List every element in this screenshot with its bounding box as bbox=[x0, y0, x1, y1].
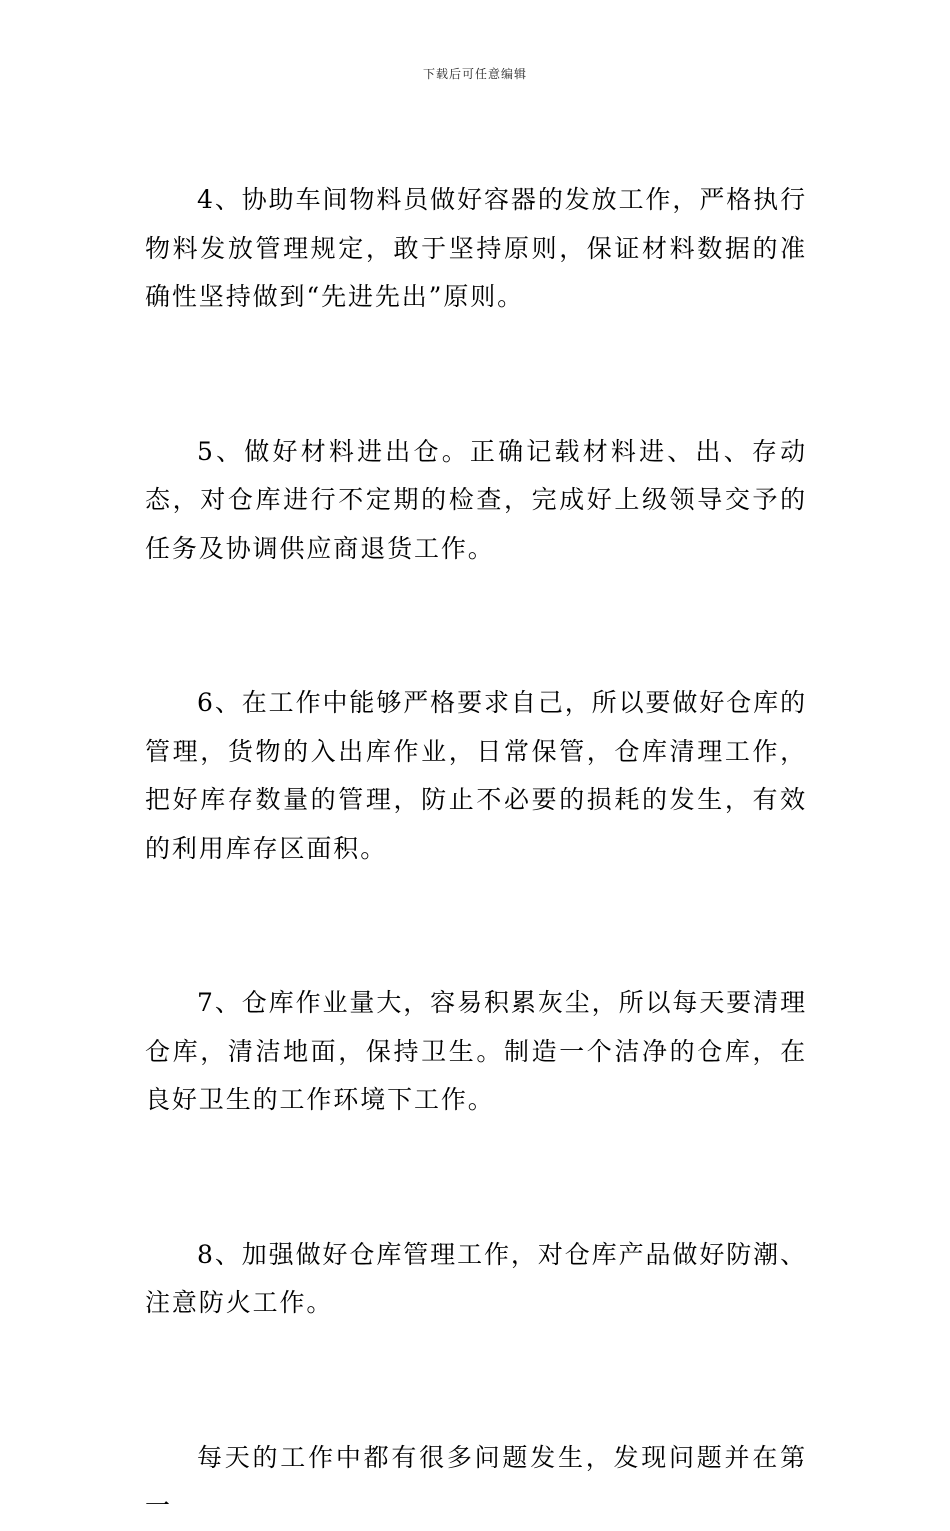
paragraph-item-8: 8、加强做好仓库管理工作，对仓库产品做好防潮、注意防火工作。 bbox=[145, 1239, 807, 1317]
paragraph-item-6: 6、在工作中能够严格要求自己，所以要做好仓库的管理，货物的入出库作业，日常保管，仓库清理工作，把好库存数量的管理，防止不必要的损耗的发生，有效的利用库存区面积。 bbox=[145, 688, 807, 863]
paragraph-item-7: 7、仓库作业量大，容易积累灰尘，所以每天要清理仓库，清洁地面，保持卫生。制造一个洁净的仓库，在良好卫生的工作环境下工作。 bbox=[145, 988, 807, 1114]
paragraph-item-4: 4、协助车间物料员做好容器的发放工作，严格执行物料发放管理规定，敢于坚持原则，保证材料数据的准确性坚持做到“先进先出”原则。 bbox=[145, 185, 807, 311]
document-body bbox=[145, 176, 807, 1531]
page-header: 下载后可任意编辑 bbox=[422, 67, 527, 81]
paragraph-daily-issues: 每天的工作中都有很多问题发生，发现问题并在第一 bbox=[145, 1442, 807, 1520]
paragraph-item-5: 5、做好材料进出仓。正确记载材料进、出、存动态，对仓库进行不定期的检查，完成好上级领导交予的任务及协调供应商退货工作。 bbox=[145, 436, 807, 563]
